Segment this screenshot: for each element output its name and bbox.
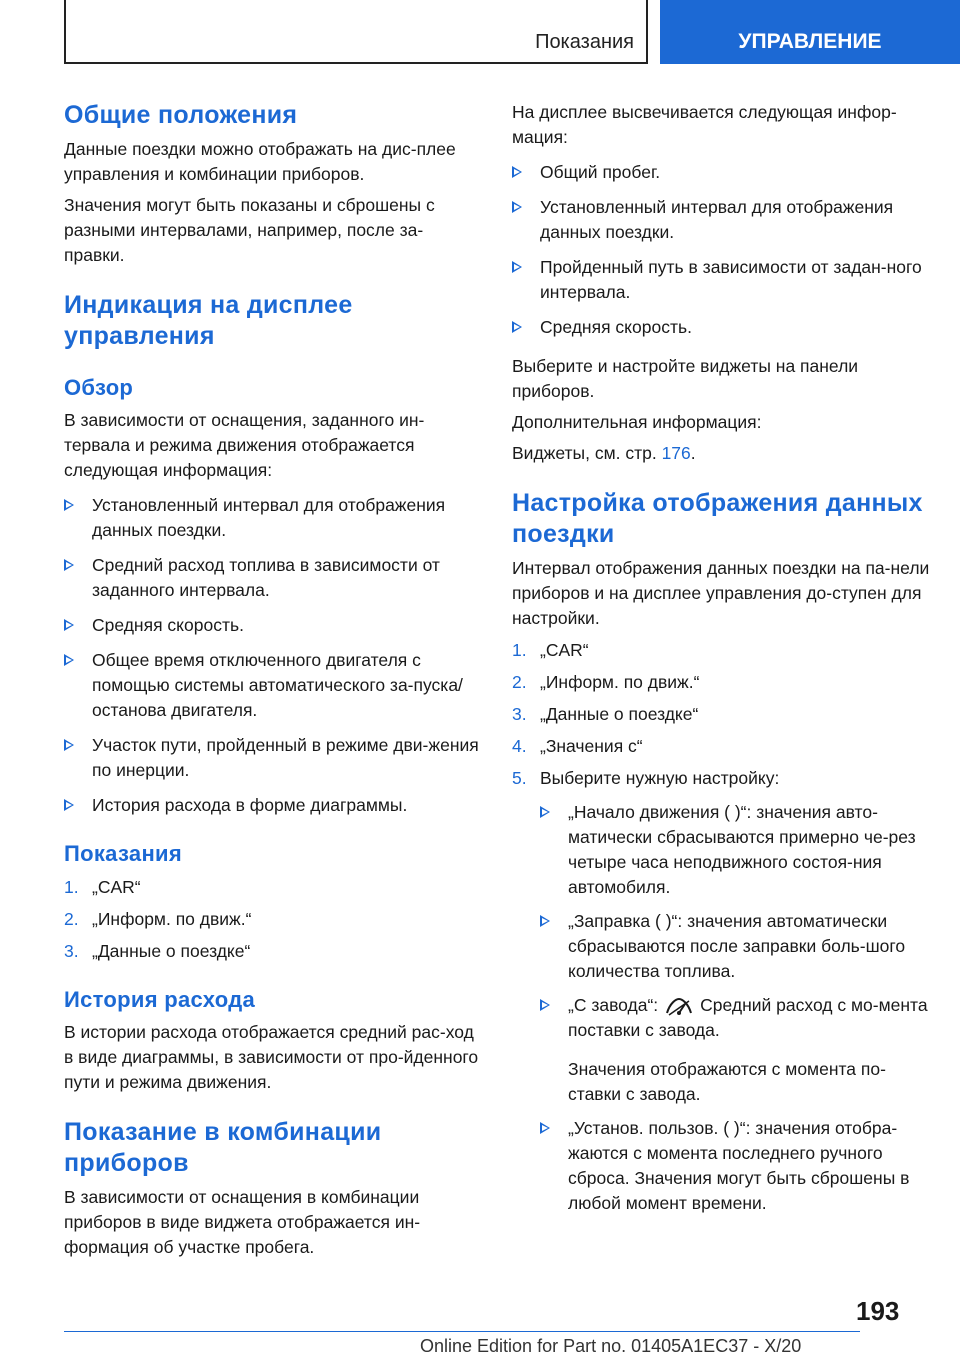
triangle-bullet-icon: [64, 739, 74, 751]
triangle-bullet-icon: [540, 915, 550, 927]
triangle-bullet-icon: [540, 806, 550, 818]
paragraph-factory-note: Значения отображаются с момента по‐ставки с завода.: [568, 1059, 886, 1104]
overview-list: [64, 493, 482, 818]
page-number: 193: [856, 1296, 900, 1326]
list-item: Средний расход топлива в зависимости от заданного интервала.: [64, 553, 482, 603]
list-item: Установленный интервал для отображения данных поездки.: [512, 195, 932, 245]
step-item: 2. „Информ. по движ.“: [512, 670, 932, 695]
triangle-bullet-icon: [540, 999, 550, 1011]
step-number: 1.: [512, 640, 527, 660]
list-item: Общее время отключенного двигателя с помощью системы автоматического за‐пуска/останова двигателя.: [64, 648, 482, 723]
list-item: Общий пробег.: [512, 160, 932, 185]
step-item: 1. „CAR“: [512, 638, 932, 663]
triangle-bullet-icon: [540, 1122, 550, 1134]
paragraph-general-1: Данные поездки можно отображать на дис‐плее управления и комбинации приборов.: [64, 139, 456, 184]
triangle-bullet-icon: [512, 261, 522, 273]
paragraph-widgets: Выберите и настройте виджеты на панели приборов.: [512, 356, 859, 401]
triangle-bullet-icon: [64, 799, 74, 811]
step-number: 5.: [512, 768, 527, 788]
list-item: „Установ. пользов. ( )“: значения отобра‐жаются с момента последнего ручного сброса. Значения могут быть сброшены в любой момент времени.: [540, 1116, 932, 1216]
setup-steps: [512, 638, 932, 791]
step-number: 3.: [512, 704, 527, 724]
step-number: 4.: [512, 736, 527, 756]
step-number: 1.: [64, 877, 79, 897]
paragraph-general-2: Значения могут быть показаны и сброшены с разными интервалами, например, после за‐правки.: [64, 195, 435, 265]
heading-setup: Настройка отображения данных поездки: [512, 489, 923, 548]
list-item: Средняя скорость.: [64, 613, 482, 638]
footer-edition: Online Edition for Part no. 01405A1EC37 - X/20: [420, 1336, 802, 1356]
list-item: „Начало движения ( )“: значения авто‐матически сбрасываются примерно че‐рез четыре часа неподвижного состоя‐ния автомобиля.: [540, 800, 932, 900]
triangle-bullet-icon: [64, 654, 74, 666]
list-item: Участок пути, пройденный в режиме дви‐жения по инерции.: [64, 733, 482, 783]
step-number: 2.: [512, 672, 527, 692]
paragraph-reference: Виджеты, см. стр. 176.: [512, 443, 696, 463]
paragraph-history: В истории расхода отображается средний рас‐ход в виде диаграммы, в зависимости от про‐йденного пути и режима движения.: [64, 1022, 479, 1092]
heading-overview: Обзор: [64, 375, 134, 400]
page-reference-link[interactable]: 176: [661, 443, 691, 463]
step-item: 1. „CAR“: [64, 875, 482, 900]
paragraph-cluster: В зависимости от оснащения в комбинации приборов в виде виджета отображается ин‐формация об участке пробега.: [64, 1187, 421, 1257]
trip-values-icon: [664, 995, 694, 1017]
footer-divider: [64, 1331, 860, 1332]
step-item: 5. Выберите нужную настройку:: [512, 766, 932, 791]
readings-steps: [64, 875, 482, 964]
triangle-bullet-icon: [64, 559, 74, 571]
list-item: Средняя скорость.: [512, 315, 932, 340]
triangle-bullet-icon: [64, 619, 74, 631]
step-item: 4. „Значения с“: [512, 734, 932, 759]
list-item: „С завода“: Средний расход с мо‐мента поставки с завода. Значения отображаются с момента по‐ставки с завода.: [540, 993, 932, 1107]
heading-cluster: Показание в комбинации приборов: [64, 1118, 382, 1177]
header-chapter-tab: УПРАВЛЕНИЕ: [660, 0, 960, 64]
list-item: „Заправка ( )“: значения автоматически сбрасываются после заправки боль‐шого количества топлива.: [540, 909, 932, 984]
heading-display: Индикация на дисплее управления: [64, 291, 353, 350]
paragraph-setup: Интервал отображения данных поездки на па‐нели приборов и на дисплее управления до‐ступен для настройки.: [512, 558, 930, 628]
header-section-box: [64, 0, 648, 64]
step-item: 3. „Данные о поездке“: [512, 702, 932, 727]
step-item: 3. „Данные о поездке“: [64, 939, 482, 964]
setup-options-list: [540, 800, 932, 1216]
triangle-bullet-icon: [512, 321, 522, 333]
list-item: Пройденный путь в зависимости от задан‐ного интервала.: [512, 255, 932, 305]
paragraph-intro: На дисплее высвечивается следующая инфор‐мация:: [512, 102, 897, 147]
heading-readings: Показания: [64, 841, 182, 866]
right-column: [512, 100, 932, 1216]
list-item: Установленный интервал для отображения данных поездки.: [64, 493, 482, 543]
left-column: [64, 100, 482, 1260]
paragraph-overview: В зависимости от оснащения, заданного ин‐тервала и режима движения отображается следующая информация:: [64, 410, 425, 480]
paragraph-more-info: Дополнительная информация:: [512, 412, 762, 432]
step-item: 2. „Информ. по движ.“: [64, 907, 482, 932]
list-item: История расхода в форме диаграммы.: [64, 793, 482, 818]
triangle-bullet-icon: [512, 166, 522, 178]
triangle-bullet-icon: [512, 201, 522, 213]
step-number: 2.: [64, 909, 79, 929]
intro-list: [512, 160, 932, 340]
heading-general: Общие положения: [64, 101, 298, 129]
triangle-bullet-icon: [64, 499, 74, 511]
step-number: 3.: [64, 941, 79, 961]
heading-history: История расхода: [64, 987, 256, 1012]
header-section-title: Показания: [535, 31, 634, 53]
